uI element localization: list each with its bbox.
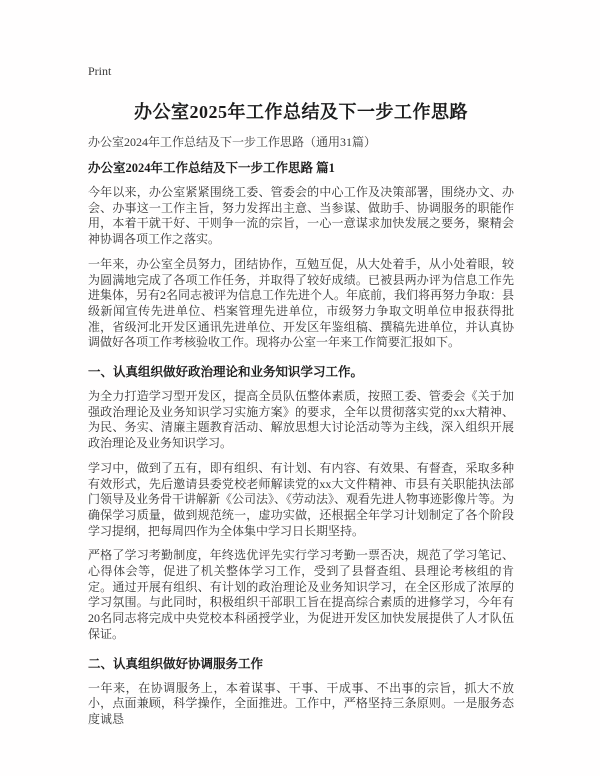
page-title: 办公室2025年工作总结及下一步工作思路 bbox=[134, 102, 468, 122]
section-heading-2: 二、认真组织做好协调服务工作 bbox=[88, 656, 264, 671]
paragraph: 学习中，做到了五有，即有组织、有计划、有内容、有效果、有督查，采取多种有效形式，先后邀请县委党校老师解读党的xx大文件精神、市县有关职能执法部门领导及业务骨干讲解新《公司法》、《劳动法》、观看先进人物事迹影像片等。为确保学习质量，做到规范统一，虚功实做，还根据全年学习计划制定了各个阶段学习提纲，把每周四作为全体集中学习日长期坚持。 bbox=[88, 460, 515, 538]
doc-subtitle: 办公室2024年工作总结及下一步工作思路（通用31篇） bbox=[88, 135, 377, 149]
print-link[interactable]: Print bbox=[88, 64, 112, 78]
paragraph: 一年来，在协调服务上，本着谋事、干事、干成事、不出事的宗旨，抓大不放小，点面兼顾，科学操作，全面推进。工作中，严格坚持三条原则。一是服务态度诚恳 bbox=[88, 680, 514, 726]
paragraph: 一年来，办公室全员努力，团结协作，互勉互促，从大处着手，从小处着眼，较为圆满地完成了各项工作任务，并取得了较好成绩。已被县两办评为信息工作先进集体，另有2名同志被评为信息工作先进个人。年底前，我们将再努力争取：县级新闻宣传先进单位、档案管理先进单位，市级努力争取文明单位申报获得批准，省级河北开发区通讯先进单位、开发区年鉴组稿、撰稿先进单位，并认真协调做好各项工作考核验收工作。现将办公室一年来工作简要汇报如下。 bbox=[88, 256, 515, 350]
section-heading-1: 一、认真组织做好政治理论和业务知识学习工作。 bbox=[88, 365, 364, 380]
paragraph: 为全力打造学习型开发区，提高全员队伍整体素质，按照工委、管委会《关于加强政治理论及业务知识学习实施方案》的要求，全年以贯彻落实党的xx大精神、为民、务实、清廉主题教育活动、解放思想大讨论活动等为主线，深入组织开展政治理论及业务知识学习。 bbox=[88, 389, 514, 451]
paragraph: 严格了学习考勤制度，年终选优评先实行学习考勤一票否决，规范了学习笔记、心得体会等，促进了机关整体学习工作，受到了县督查组、县理论考核组的肯定。通过开展有组织、有计划的政治理论及业务知识学习，在全区形成了浓厚的学习氛围。与此同时，积极组织干部职工旨在提高综合素质的进修学习，今年有20名同志将完成中央党校本科函授学业，为促进开发区加快发展提供了人才队伍保证。 bbox=[88, 548, 514, 641]
paragraph: 今年以来，办公室紧紧围绕工委、管委会的中心工作及决策部署，围绕办文、办会、办事这一工作主旨，努力发挥出主意、当参谋、做助手、协调服务的职能作用，本着干就干好、干则争一流的宗旨，一心一意谋求加快发展之要务，聚精会神协调各项工作之落实。 bbox=[88, 185, 514, 247]
part-heading: 办公室2024年工作总结及下一步工作思路 篇1 bbox=[88, 161, 335, 175]
article-body bbox=[88, 185, 514, 728]
